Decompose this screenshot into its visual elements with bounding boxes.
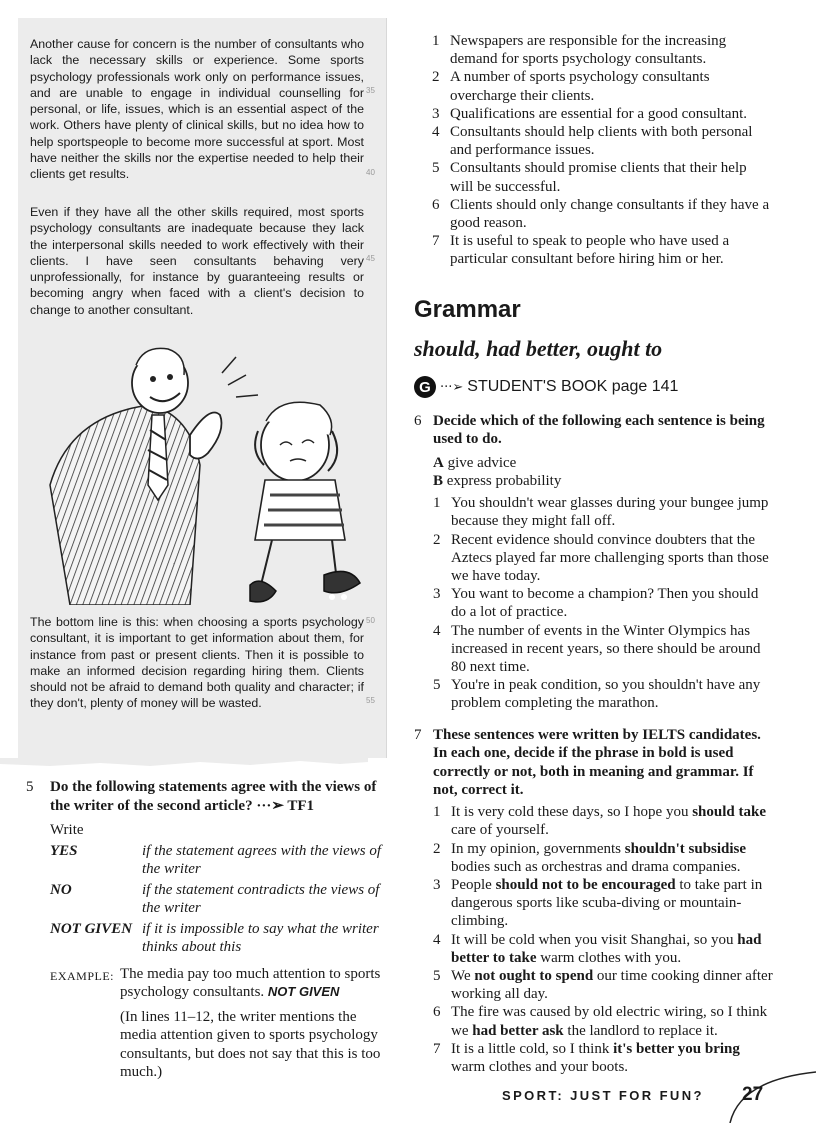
sentence-text: bodies such as orchestras and drama companies. <box>451 858 741 875</box>
item-number: 4 <box>432 124 440 141</box>
item-number: 3 <box>433 877 441 893</box>
question-heading <box>414 412 774 449</box>
statement-item <box>432 68 772 104</box>
example-answer: NOT GIVEN <box>267 984 340 999</box>
running-title: SPORT: JUST FOR FUN? <box>502 1088 704 1103</box>
book-reference-text: STUDENT'S BOOK page 141 <box>467 378 679 395</box>
definition-term: NOT GIVEN <box>50 920 133 937</box>
question-5 <box>26 778 396 1082</box>
item-number: 6 <box>433 1004 441 1021</box>
question-7 <box>414 726 774 1076</box>
line-number: 50 <box>366 616 375 625</box>
statement-list <box>432 32 772 269</box>
item-number: 2 <box>433 840 441 857</box>
statement-text: A number of sports psychology consultants overcharge their clients. <box>450 69 710 104</box>
bold-phrase: should not to be encouraged <box>495 877 676 893</box>
sentence-text: It will be cold when you visit Shanghai, so you <box>451 931 738 948</box>
item-number: 7 <box>433 1040 441 1057</box>
grammar-subheading: should, had better, ought to <box>414 336 663 361</box>
sentence-text: Recent evidence should convince doubters that the Aztecs played far more challenging sports than those we have today. <box>451 531 769 584</box>
example-note: (In lines 11–12, the writer mentions the media attention given to sports psychology consultants, but does not say that this is too much.) <box>120 1008 381 1080</box>
statement-item <box>432 232 772 268</box>
example-block <box>50 965 396 1082</box>
q7-item <box>433 1003 774 1039</box>
q7-item <box>433 967 774 1003</box>
q7-item <box>433 803 774 839</box>
statement-text: Qualifications are essential for a good consultant. <box>450 105 747 122</box>
definition-desc: if it is impossible to say what the writer thinks about this <box>142 920 379 955</box>
sentence-text: It is a little cold, so I think <box>451 1040 614 1057</box>
example-label: EXAMPLE: <box>50 968 114 983</box>
statement-text: Clients should only change consultants if they have a good reason. <box>450 196 770 232</box>
sentence-text: warm clothes and your boots. <box>451 1059 629 1076</box>
item-number: 1 <box>432 33 440 49</box>
sentence-text: care of yourself. <box>451 822 549 839</box>
article-paragraph-2: Even if they have all the other skills required, most sports psychology consultants are inadequate because they lack the interpersonal skills needed to work effectively with their clients. I have seen consultants behaving very unprofessionally, for instance by guaranteeing results or becoming angry when faced with a client's decision to change to another consultant. <box>30 205 364 317</box>
definition-row <box>50 920 396 957</box>
item-number: 5 <box>433 677 441 694</box>
question-text: Decide which of the following each sentence is being used to do. <box>433 413 765 448</box>
option-text: express probability <box>446 472 562 489</box>
sentence-text: You're in peak condition, so you shouldn't have any problem completing the marathon. <box>451 677 761 712</box>
q6-item-list <box>433 494 774 712</box>
page-number: 27 <box>742 1084 764 1105</box>
option-list <box>433 454 774 491</box>
statement-item <box>432 123 772 159</box>
line-number: 45 <box>366 254 375 263</box>
question-text: Do the following statements agree with the views of the writer of the second article? ···➢ TF1 <box>50 779 377 814</box>
statement-item <box>432 159 772 195</box>
q6-item <box>433 585 774 621</box>
bold-phrase: not ought to spend <box>474 968 594 985</box>
line-number: 35 <box>366 86 375 95</box>
cartoon-illustration <box>40 335 380 605</box>
item-number: 6 <box>432 196 440 213</box>
arrow-icon: ···➢ <box>440 379 464 395</box>
question-number: 5 <box>26 779 34 795</box>
q7-item-list <box>433 803 774 1076</box>
example-text: The media pay too much attention to sports psychology consultants. <box>120 965 381 1000</box>
definition-term: NO <box>50 881 72 898</box>
item-number: 5 <box>432 160 440 177</box>
item-number: 2 <box>432 69 440 86</box>
statement-text: Consultants should promise clients that their help will be successful. <box>450 160 747 195</box>
sentence-text: People <box>451 877 496 893</box>
sentence-text: You want to become a champion? Then you should do a lot of practice. <box>451 586 759 621</box>
question-text: These sentences were written by IELTS candidates. In each one, decide if the phrase in bold is used correctly or not, both in meaning and grammar. If not, correct it. <box>433 727 761 798</box>
statement-text: It is useful to speak to people who have used a particular consultant before hiring him or her. <box>450 233 730 268</box>
item-number: 3 <box>432 105 440 122</box>
definition-desc: if the statement contradicts the views of the writer <box>142 881 380 916</box>
bold-phrase: should take <box>692 804 766 821</box>
statement-text: Consultants should help clients with both personal and performance issues. <box>450 124 753 159</box>
sentence-text: warm clothes with you. <box>536 949 682 966</box>
item-number: 3 <box>433 586 441 603</box>
line-number: 40 <box>366 168 375 177</box>
definition-row <box>50 881 396 918</box>
torn-edge <box>0 758 392 772</box>
sentence-text: The fire was caused by old electric wiring, so I think we <box>451 1004 768 1039</box>
line-number: 55 <box>366 696 375 705</box>
write-label: Write <box>50 822 84 838</box>
article-paragraph-3: The bottom line is this: when choosing a sports psychology consultant, it is important to get information about them, for instance from past or present clients. Then it is possible to make an informed decision regarding hiring them. Clients should not be afraid to demand both quality and character; if they don't, plenty of money will be wasted. <box>30 615 364 711</box>
bold-phrase: had better ask <box>472 1022 564 1039</box>
question-heading <box>414 726 774 799</box>
sentence-text: The number of events in the Winter Olympics has increased in recent years, so there should be around 80 next time. <box>451 622 761 676</box>
option-a <box>433 454 774 472</box>
sentence-text: You shouldn't wear glasses during your bungee jump because they might fall off. <box>451 495 769 530</box>
grammar-g-icon: G <box>414 376 436 398</box>
definition-desc: if the statement agrees with the views of the writer <box>142 842 381 877</box>
article-paragraph-1: Another cause for concern is the number of consultants who lack the necessary skills or experience. Some sports psychology professionals work only on performance issues, and are unable to engage in individual counselling for personal, or life, issues, which is an essential aspect of the work. Others have plenty of clinical skills, but no idea how to help sportspeople to become more successful at sport. Most have neither the skills nor the expertise needed to help their clients get results. <box>30 37 364 182</box>
q7-item <box>433 931 774 967</box>
question-6 <box>414 412 774 713</box>
sentence-text: to take part in dangerous sports like scuba-diving or mountain-climbing. <box>451 877 763 930</box>
item-number: 4 <box>433 931 441 948</box>
students-book-reference <box>414 376 678 398</box>
question-number: 6 <box>414 413 422 429</box>
bold-phrase: had better to take <box>451 931 762 966</box>
statement-item <box>432 196 772 232</box>
sentence-text: In my opinion, governments <box>451 840 625 857</box>
item-number: 5 <box>433 968 441 985</box>
definition-row <box>50 842 396 879</box>
q7-item <box>433 840 774 876</box>
q7-item <box>433 876 774 931</box>
item-number: 4 <box>433 622 441 639</box>
option-letter: B <box>433 472 444 489</box>
statement-item <box>432 32 772 68</box>
item-number: 1 <box>433 804 441 821</box>
item-number: 1 <box>433 495 441 512</box>
statement-text: Newspapers are responsible for the increasing demand for sports psychology consultants. <box>450 33 727 68</box>
item-number: 7 <box>432 233 440 250</box>
q6-item <box>433 676 774 712</box>
bold-phrase: it's better you bring <box>613 1040 740 1057</box>
statement-item <box>432 105 772 123</box>
q6-item <box>433 494 774 530</box>
sentence-text: We <box>451 968 475 985</box>
sentence-text: It is very cold these days, so I hope you <box>451 804 693 821</box>
grammar-heading: Grammar <box>414 296 521 323</box>
definition-term: YES <box>50 842 78 859</box>
option-b <box>433 472 774 490</box>
bold-phrase: shouldn't subsidise <box>624 840 747 857</box>
sentence-text: our time cooking dinner after working all day. <box>451 968 773 1003</box>
question-number: 7 <box>414 727 422 743</box>
q6-item <box>433 622 774 677</box>
option-text: give advice <box>447 454 517 471</box>
q6-item <box>433 531 774 586</box>
sentence-text: the landlord to replace it. <box>563 1022 718 1039</box>
item-number: 2 <box>433 531 441 548</box>
option-letter: A <box>433 454 444 471</box>
